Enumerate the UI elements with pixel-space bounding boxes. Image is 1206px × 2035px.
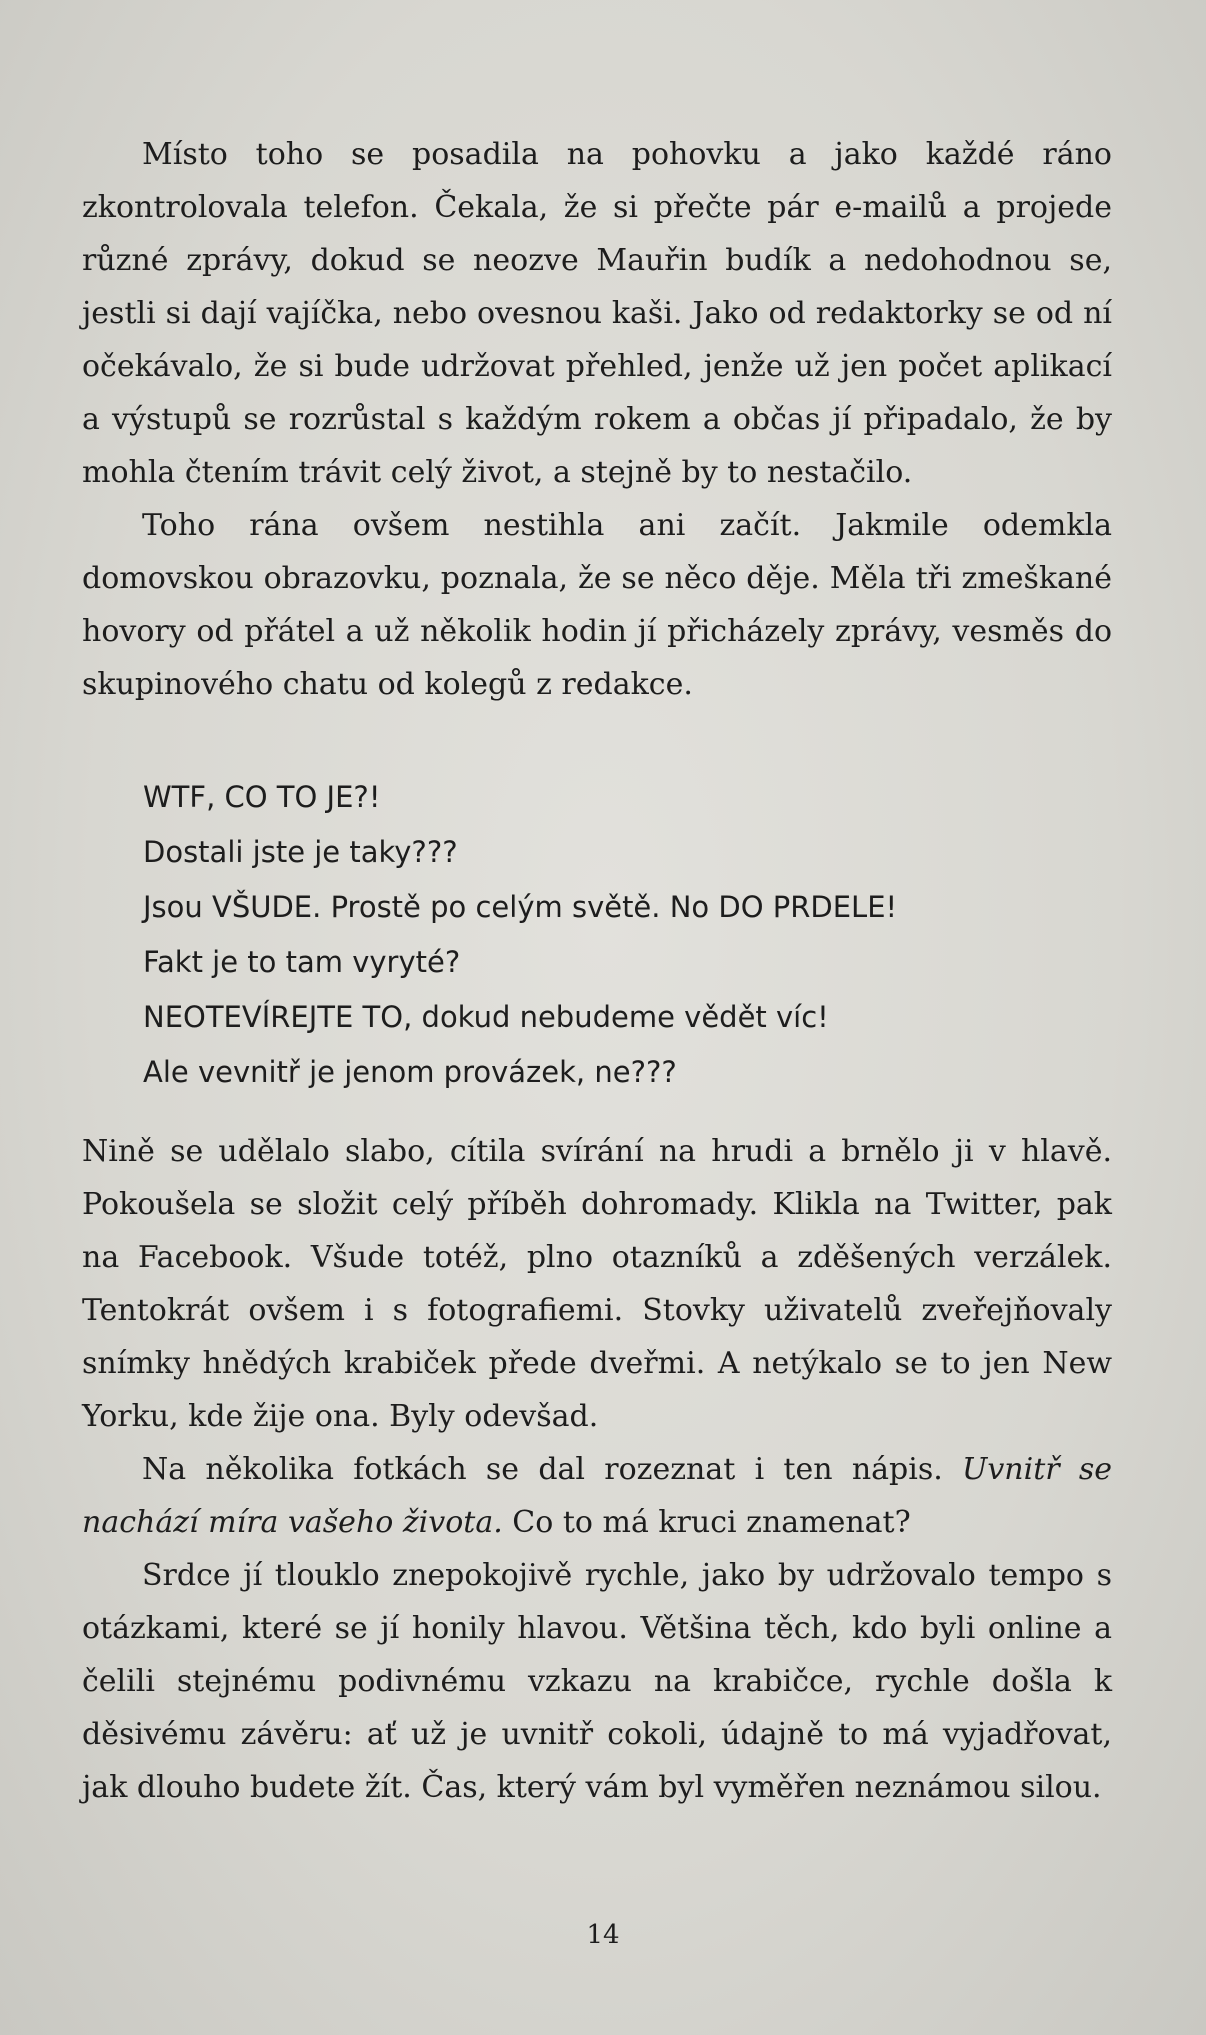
- chat-message: Dostali jste je taky???: [143, 835, 458, 869]
- text-block-top: [82, 128, 1112, 711]
- page-number: 14: [586, 1920, 620, 1950]
- paragraph: Nině se udělalo slabo, cítila svírání na hrudi a brnělo ji v hlavě. Pokoušela se složit celý příběh dohromady. Klikla na Twitter, pak na Facebook. Všude totéž, plno otazníků a zděšených verzálek. Tentokrát ovšem i s fotografiemi. Stovky uživatelů zveřejňovaly snímky hnědých krabiček přede dveřmi. A netýkalo se to jen New Yorku, kde žije ona. Byly odevšad.: [82, 1134, 1112, 1434]
- chat-message: NEOTEVÍREJTE TO, dokud nebudeme vědět víc!: [143, 1000, 829, 1034]
- paragraph: Toho rána ovšem nestihla ani začít. Jakmile odemkla domovskou obrazovku, poznala, že se něco děje. Měla tři zmeškané hovory od přátel a už několik hodin jí přicházely zprávy, vesměs do skupinového chatu od kolegů z redakce.: [82, 508, 1112, 702]
- paragraph: Místo toho se posadila na pohovku a jako každé ráno zkontrolovala telefon. Čekala, že si přečte pár e-mailů a projede různé zprávy, dokud se neozve Mauřin budík a nedohodnou se, jestli si dají vajíčka, nebo ovesnou kaši. Jako od redaktorky se od ní očekávalo, že si bude udržovat přehled, jenže už jen počet aplikací a výstupů se rozrůstal s každým rokem a občas jí připadalo, že by mohla čtením trávit celý život, a stejně by to nestačilo.: [82, 137, 1112, 490]
- text-block-bottom: [82, 1125, 1112, 1814]
- chat-message: WTF, CO TO JE?!: [143, 780, 381, 814]
- chat-message: Ale vevnitř je jenom provázek, ne???: [143, 1055, 677, 1089]
- paragraph: Srdce jí tlouklo znepokojivě rychle, jako by udržovalo tempo s otázkami, které se jí honily hlavou. Většina těch, kdo byli online a čelili stejnému podivnému vzkazu na krabičce, rychle došla k děsivému závěru: ať už je uvnitř cokoli, údajně to má vyjadřovat, jak dlouho budete žít. Čas, který vám byl vyměřen neznámou silou.: [82, 1558, 1112, 1805]
- paragraph-text: Co to má kruci znamenat?: [502, 1505, 911, 1540]
- paragraph-text: Na několika fotkách se dal rozeznat i ten nápis.: [142, 1452, 963, 1487]
- chat-message: Jsou VŠUDE. Prostě po celým světě. No DO PRDELE!: [143, 890, 898, 924]
- paragraph: [82, 1443, 1112, 1549]
- chat-messages: [143, 770, 1103, 1100]
- chat-message: Fakt je to tam vyryté?: [143, 945, 461, 979]
- italic-inscription: Uvnitř se nachází míra vašeho života.: [82, 1452, 1113, 1540]
